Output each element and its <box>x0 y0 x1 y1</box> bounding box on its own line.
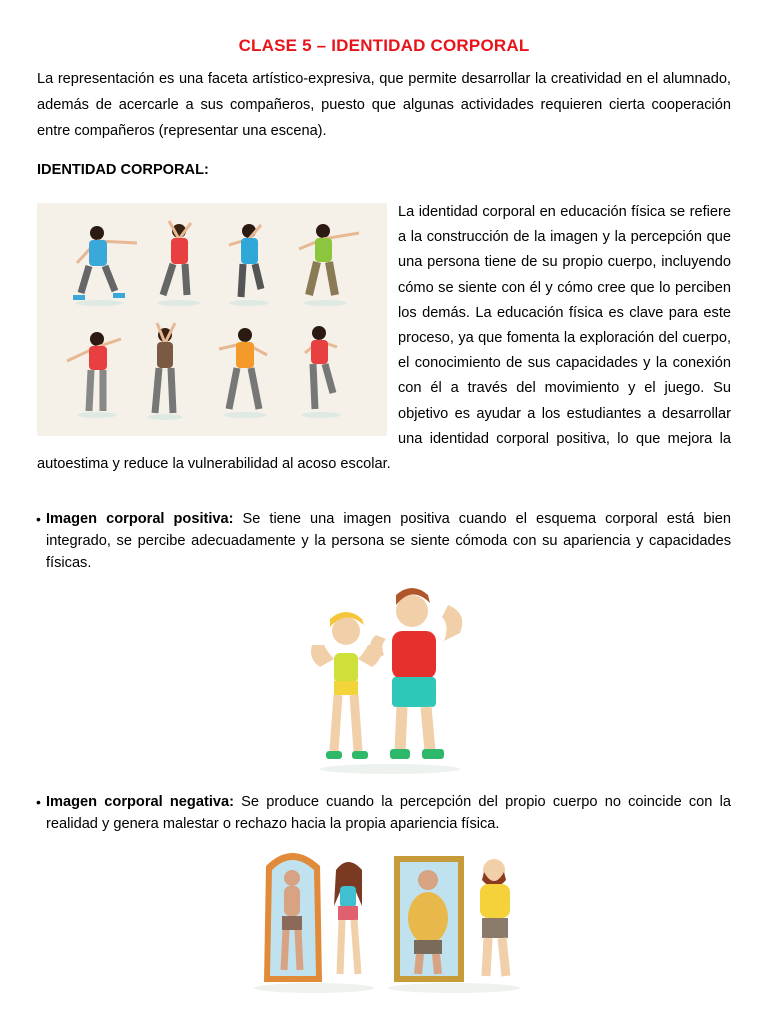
intro-paragraph: La representación es una faceta artístico-expresiva, que permite desarrollar la creatividad en el alumnado, además de acercarle a sus compañeros, puesto que algunas actividades requieren cierta cooperación entre compañeros (representar una escena). <box>37 71 731 139</box>
list-item-label: Imagen corporal positiva: <box>46 511 234 527</box>
mirror-reflection-illustration <box>244 846 534 996</box>
list-item-text <box>46 791 731 835</box>
woman-figure <box>334 862 362 974</box>
list-item-body: Se tiene una imagen positiva cuando el esquema corporal está bien integrado, se percibe adecuadamente y la persona se siente cómoda con su apariencia y capacidades físicas. <box>46 511 731 571</box>
bullet-symbol: • <box>36 794 41 810</box>
fit-couple-illustration <box>300 583 480 775</box>
section-heading: IDENTIDAD CORPORAL: <box>37 162 209 178</box>
list-item <box>37 508 731 574</box>
list-item-label: Imagen corporal negativa: <box>46 794 234 810</box>
section-text: La identidad corporal en educación física se refiere a la construcción de la imagen y la percepción que una persona tiene de su propio cuerpo, incluyendo cómo se siente con él y cómo cree que lo perciben los demás. La educación física es clave para este proceso, ya que fomenta la exploración del cuerpo, el conocimiento de sus capacidades y la conexión con él a través del movimiento y el juego. Su objetivo es ayudar a los estudiantes a desarrollar una identidad corporal positiva, lo que mejora la autoestima y reduce la vulnerabilidad al acoso escolar. <box>37 204 731 473</box>
list-item-body: Se produce cuando la percepción del propio cuerpo no coincide con la realidad y genera malestar o rechazo hacia la propia apariencia física. <box>46 794 731 832</box>
section-paragraph <box>37 200 731 477</box>
bullet-symbol: • <box>36 511 41 527</box>
mirror-icon <box>264 853 322 982</box>
man-figure <box>370 588 463 759</box>
page-title: CLASE 5 – IDENTIDAD CORPORAL <box>238 36 530 55</box>
list-item-text <box>46 508 731 574</box>
image-wrap-space <box>37 200 398 436</box>
man-figure <box>480 859 510 976</box>
list-item <box>37 791 731 835</box>
mirror-icon <box>394 856 464 982</box>
woman-figure <box>311 612 381 759</box>
